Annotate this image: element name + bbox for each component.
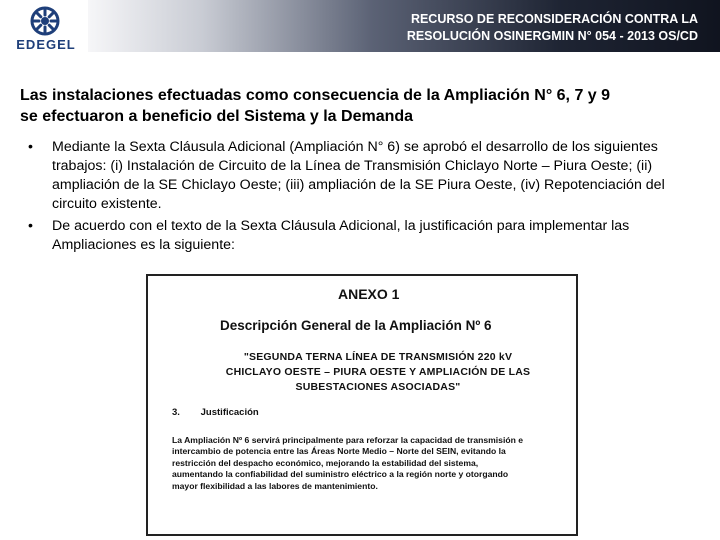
slide-heading: [20, 85, 710, 127]
annex-section-heading: [172, 407, 259, 418]
annex-quote-line2: CHICLAYO OESTE – PIURA OESTE Y AMPLIACIÓN DE LAS: [225, 366, 531, 378]
heading-line1: Las instalaciones efectuadas como consecuencia de la Ampliación N° 6, 7 y 9: [20, 87, 611, 104]
edegel-logo: [6, 6, 86, 52]
annex-quote-line3: SUBESTACIONES ASOCIADAS": [295, 381, 461, 393]
annex-body-line: La Ampliación Nº 6 servirá principalmente para reforzar la capacidad de transmisión e: [172, 435, 523, 445]
edegel-emblem-icon: [30, 6, 60, 36]
header-title-line2: RESOLUCIÓN OSINERGMIN N° 054 - 2013 OS/CD: [406, 29, 698, 43]
annex-body-line: mayor flexibilidad a las labores de mantenimiento.: [172, 480, 378, 491]
bullet-text: De acuerdo con el texto de la Sexta Cláusula Adicional, la justificación para implementar las Ampliaciones es la siguiente:: [52, 218, 630, 253]
logo-text: EDEGEL: [16, 37, 76, 52]
annex-scan-image: [146, 274, 578, 536]
annex-section-number: 3.: [172, 407, 180, 418]
bullet-symbol: •: [28, 218, 33, 234]
annex-body-line: restricción del despacho económico, mejorando la estabilidad del sistema,: [172, 457, 479, 468]
header-title-line1: RECURSO DE RECONSIDERACIÓN CONTRA LA: [410, 12, 698, 26]
bullet-item: [28, 217, 688, 255]
slide-header: [0, 0, 720, 52]
annex-title: ANEXO 1: [338, 286, 400, 302]
bullet-item: [28, 138, 688, 214]
bullet-symbol: •: [28, 139, 33, 155]
heading-line2: se efectuaron a beneficio del Sistema y la Demanda: [20, 108, 414, 125]
annex-section-title: Justificación: [200, 407, 259, 418]
annex-body: [172, 435, 568, 492]
annex-quote-line1: "SEGUNDA TERNA LÍNEA DE TRANSMISIÓN 220 kV: [243, 351, 513, 363]
annex-subtitle: Descripción General de la Ampliación Nº 6: [220, 318, 492, 333]
annex-body-line: intercambio de potencia entre las Áreas Norte Medio – Norte del SEIN, evitando la: [172, 446, 506, 457]
annex-body-line: aumentando la confiabilidad del suministro eléctrico a la región norte y otorgando: [172, 469, 509, 480]
bullet-text: Mediante la Sexta Cláusula Adicional (Ampliación N° 6) se aprobó el desarrollo de los siguientes trabajos: (i) Instalación de Circuito de la Línea de Transmisión Chiclayo Norte – Piura Oeste; (ii) ampliación de la SE Chiclayo Oeste; (iii) ampliación de la SE Piura Oeste, (iv) Repotenciación del circuito existente.: [52, 139, 665, 212]
annex-quote: [188, 350, 568, 395]
header-title: [407, 11, 698, 45]
bullet-list: [28, 138, 688, 258]
